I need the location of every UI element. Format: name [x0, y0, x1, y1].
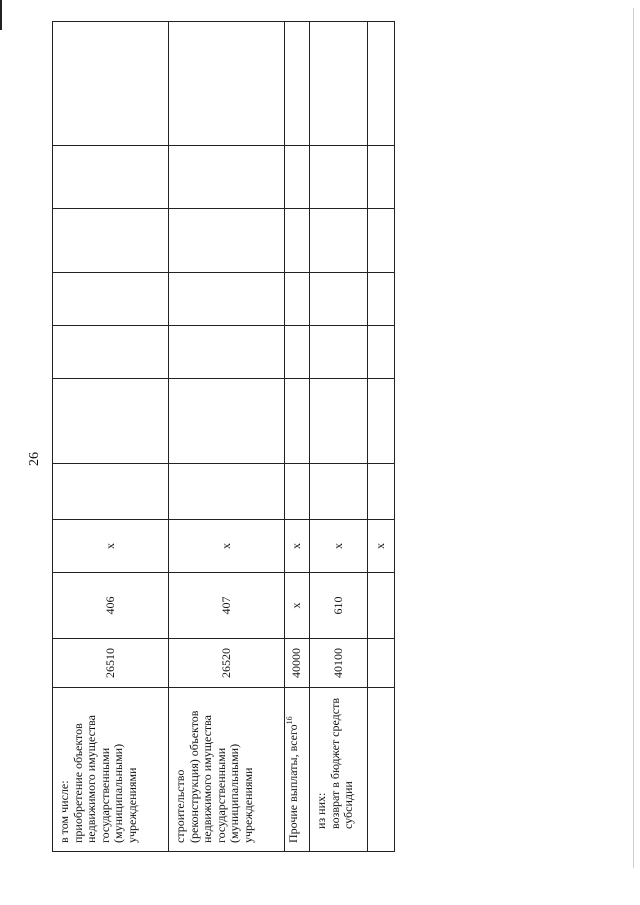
value-cell — [310, 273, 368, 326]
table-row — [285, 22, 310, 852]
value-cell — [368, 326, 395, 379]
row-code: 26510 — [102, 648, 117, 678]
value-cell — [53, 22, 169, 146]
row-x: x — [373, 543, 388, 549]
row-kosgu: x — [289, 602, 304, 609]
value-cell — [53, 326, 169, 379]
rotated-table-container — [52, 22, 394, 852]
row-name-cell — [285, 688, 310, 852]
value-cell — [169, 146, 285, 209]
value-cell — [310, 464, 368, 520]
value-cell — [310, 146, 368, 209]
value-cell — [285, 146, 310, 209]
value-cell — [368, 209, 395, 273]
row-code: 40000 — [289, 648, 304, 678]
value-cell — [169, 22, 285, 146]
row-name: строительство (реконструкция) объектов недвижимого имущества государственными (муниципальными) учреждениями — [173, 710, 255, 843]
page-number: 26 — [27, 452, 42, 466]
row-name-cell — [53, 688, 169, 852]
row-kosgu-cell — [53, 573, 169, 639]
table-row — [169, 22, 285, 852]
scan-right-edge — [633, 8, 634, 868]
value-cell — [53, 464, 169, 520]
value-cell — [285, 22, 310, 146]
payments-table — [52, 21, 395, 852]
value-cell — [169, 273, 285, 326]
row-code-cell — [53, 639, 169, 688]
footnote-marker: 16 — [285, 716, 294, 725]
row-code: 40100 — [330, 648, 345, 678]
value-cell — [169, 379, 285, 464]
value-cell — [368, 22, 395, 146]
row-kosgu: 406 — [102, 596, 117, 615]
value-cell — [53, 146, 169, 209]
value-cell — [53, 379, 169, 464]
row-name: из них: возврат в бюджет средств субсидии — [314, 697, 355, 829]
value-cell — [368, 379, 395, 464]
value-cell — [285, 464, 310, 520]
row-x-cell — [310, 520, 368, 573]
value-cell — [285, 273, 310, 326]
value-cell — [169, 464, 285, 520]
value-cell — [53, 273, 169, 326]
table-row — [310, 22, 368, 852]
value-cell — [368, 273, 395, 326]
row-x-cell — [53, 520, 169, 573]
row-kosgu: 610 — [330, 596, 345, 615]
row-name-cell — [310, 688, 368, 852]
row-kosgu-cell — [169, 573, 285, 639]
row-kosgu-cell — [310, 573, 368, 639]
value-cell — [368, 146, 395, 209]
value-cell — [285, 326, 310, 379]
value-cell — [169, 326, 285, 379]
row-x: x — [289, 543, 304, 549]
row-kosgu: 407 — [218, 596, 233, 615]
value-cell — [169, 209, 285, 273]
row-x: x — [330, 543, 345, 549]
table-row — [368, 22, 395, 852]
row-x-cell — [285, 520, 310, 573]
row-name: в том числе: приобретение объектов недвижимого имущества государственными (муниципальными) учреждениями — [57, 715, 139, 843]
table-row — [53, 22, 169, 852]
row-code-cell — [169, 639, 285, 688]
row-kosgu-cell — [285, 573, 310, 639]
row-name-cell — [368, 688, 395, 852]
value-cell — [53, 209, 169, 273]
row-x: x — [218, 543, 233, 549]
value-cell — [368, 464, 395, 520]
row-x: x — [102, 543, 117, 549]
row-x-cell — [169, 520, 285, 573]
value-cell — [285, 209, 310, 273]
row-kosgu-cell — [368, 573, 395, 639]
row-code: 26520 — [218, 648, 233, 678]
row-code-cell — [368, 639, 395, 688]
row-x-cell — [368, 520, 395, 573]
scan-edge-mark — [0, 0, 2, 30]
row-code-cell — [285, 639, 310, 688]
value-cell — [310, 22, 368, 146]
value-cell — [310, 379, 368, 464]
value-cell — [310, 326, 368, 379]
row-code-cell — [310, 639, 368, 688]
value-cell — [310, 209, 368, 273]
row-name-cell — [169, 688, 285, 852]
value-cell — [285, 379, 310, 464]
row-name: Прочие выплаты, всего — [286, 724, 300, 843]
